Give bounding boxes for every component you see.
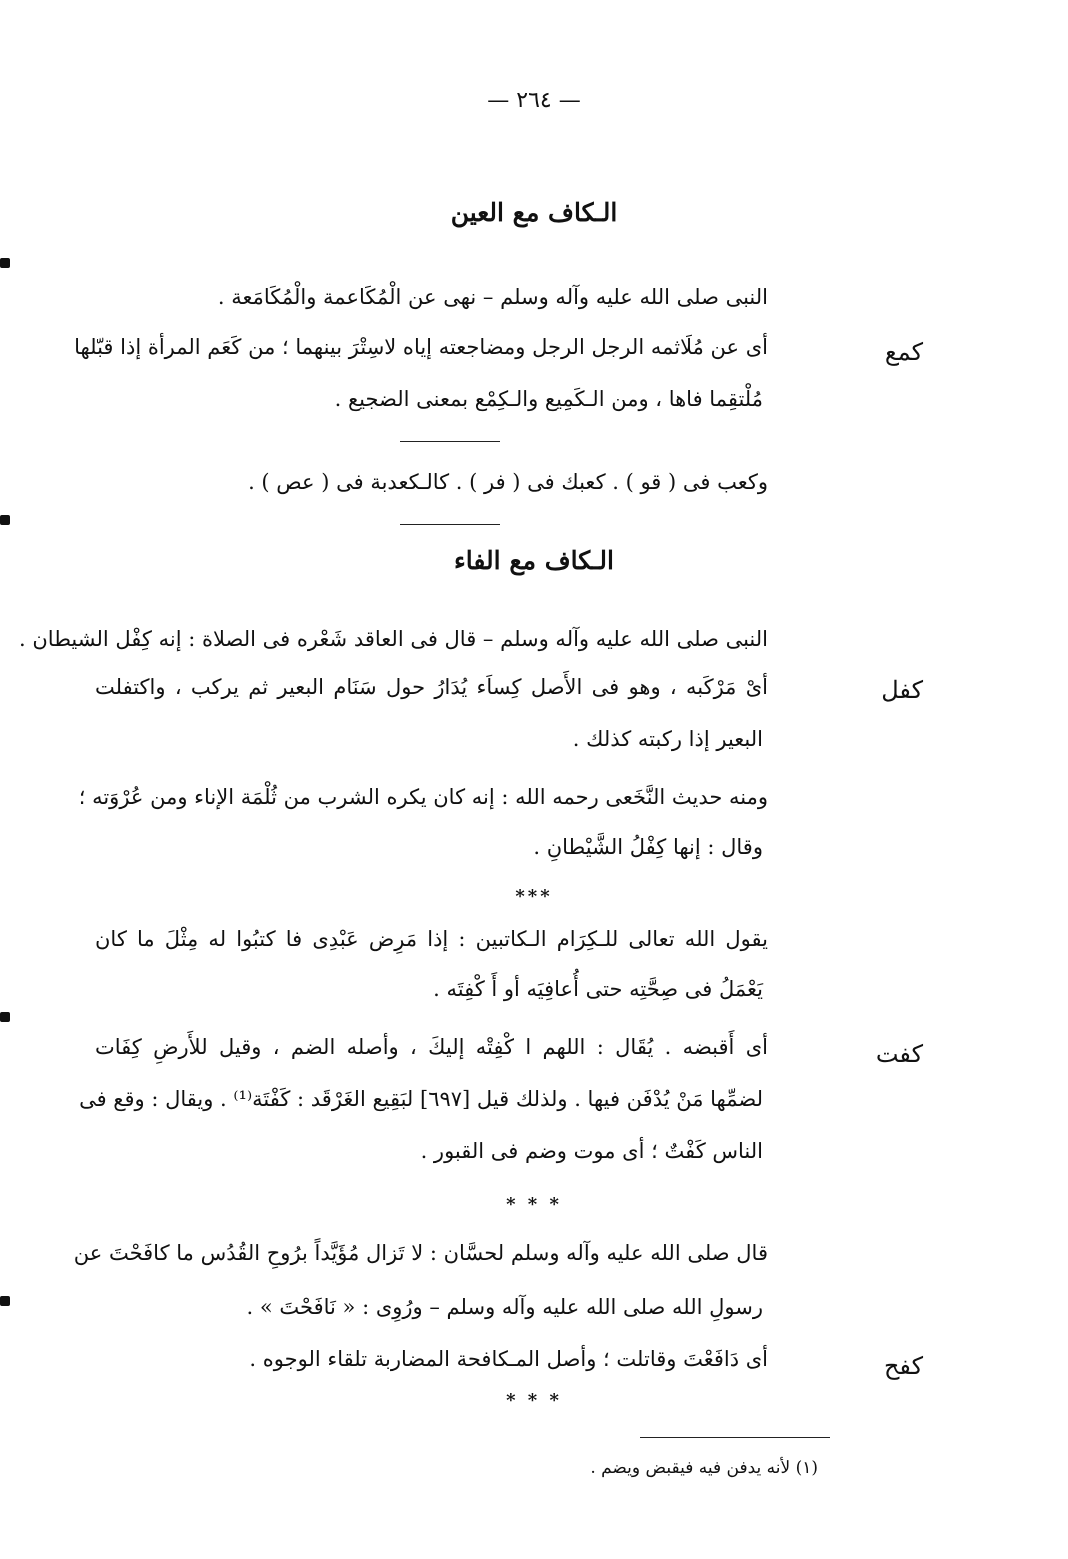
headword-kafah: كفح bbox=[883, 1352, 923, 1380]
headword-kafat: كفت bbox=[875, 1040, 923, 1068]
headword-kafal: كفل bbox=[881, 676, 923, 704]
kafah-hadith-line-1: قال صلى الله عليه وآله وسلم لحسَّان : لا تَزال مُؤَيَّداً برُوحِ القُدُس ما كافَحْتَ عن bbox=[73, 1241, 768, 1265]
scan-edge-mark bbox=[0, 515, 10, 525]
kafat-explanation-line-1: أى أَقبضه . يُقَال : اللهم ا كْفِتْه إليكَ ، وأصله الضم ، وقيل للأَرضِ كِفَات bbox=[95, 1035, 768, 1059]
kafal-nakhai-line-1: ومنه حديث النَّخَعى رحمه الله : إنه كان يكره الشرب من ثُلْمَة الإناء ومن عُرْوَته ؛ bbox=[78, 785, 768, 809]
headword-kam: كمع bbox=[884, 338, 923, 366]
kam-hadith-line: النبى صلى الله عليه وآله وسلم – نهى عن الْمُكَاعمة والْمُكَامَعة . bbox=[217, 285, 768, 309]
kam-explanation-line-1: أى عن مُلَاثمه الرجل الرجل ومضاجعته إياه لاسِتْرَ بينهما ؛ من كَعَم المرأة إذا قبّلها bbox=[74, 335, 768, 359]
divider-rule bbox=[400, 441, 500, 442]
footnote: (١) لأنه يدفن فيه فيقبض ويضم . bbox=[590, 1458, 818, 1478]
kafat-hadith-line-2: يَعْمَلُ فى صِحَّتِه حتى أُعافِيَه أو أَ كْفِتَه . bbox=[433, 977, 763, 1001]
scan-edge-mark bbox=[0, 1296, 10, 1306]
kafal-explanation-line-2: البعير إذا ركبته كذلك . bbox=[572, 727, 763, 751]
page-number: — ٢٦٤ — bbox=[487, 88, 581, 113]
kafat-hadith-line-1: يقول الله تعالى للـكِرَام الـكاتبين : إذا مَرِض عَبْدِى فا كتبُوا له مِثْلَ ما كان bbox=[95, 927, 768, 951]
separator-stars: * * * bbox=[506, 1390, 562, 1411]
scan-edge-mark bbox=[0, 258, 10, 268]
kafal-explanation-line-1: أىْ مَرْكَبه ، وهو فى الأَصل كِساَء يُدَارُ حول سَنَام البعير ثم يركب ، واكتفلت bbox=[95, 675, 768, 699]
section-title-kaf-fa: الـكاف مع الفاء bbox=[454, 546, 614, 575]
kam-cross-references: وكعب فى ( قو ) . كعبك فى ( فر ) . كالـكعدبة فى ( عص ) . bbox=[248, 470, 768, 494]
scan-edge-mark bbox=[0, 1012, 10, 1022]
kafat-explanation-line-3: الناس كَفْتٌ ؛ أى موت وضم فى القبور . bbox=[420, 1139, 763, 1163]
kafal-hadith-line: النبى صلى الله عليه وآله وسلم – قال فى العاقد شَعْره فى الصلاة : إنه كِفْل الشيطان . bbox=[19, 627, 768, 651]
footnote-rule bbox=[640, 1437, 830, 1438]
kam-explanation-line-2: مُلْتقِما فاها ، ومن الـكَمِيع والـكِمْع بمعنى الضجيع . bbox=[334, 387, 763, 411]
divider-rule bbox=[400, 524, 500, 525]
separator-stars: * * * bbox=[506, 1194, 562, 1215]
kafal-nakhai-line-2: وقال : إنها كِفْلُ الشَّيْطانِ . bbox=[533, 835, 763, 859]
kafat-explanation-line-2: لضمِّها مَنْ يُدْفَن فيها . ولذلك قيل [٦٩٧] لبَقِيع الغَرْقَد : كَفْتَة⁽¹⁾ . ويقال : وقع فى bbox=[79, 1087, 763, 1111]
separator-stars: *** bbox=[515, 886, 553, 907]
section-title-kaf-ain: الـكاف مع العين bbox=[450, 198, 618, 227]
kafah-explanation-line: أى دَافَعْتَ وقاتلت ؛ وأصل المـكافحة المضاربة تلقاء الوجوه . bbox=[249, 1347, 768, 1371]
kafah-hadith-line-2: رسولِ الله صلى الله عليه وآله وسلم – ورُوِى : « نَافَحْتَ » . bbox=[246, 1295, 763, 1319]
